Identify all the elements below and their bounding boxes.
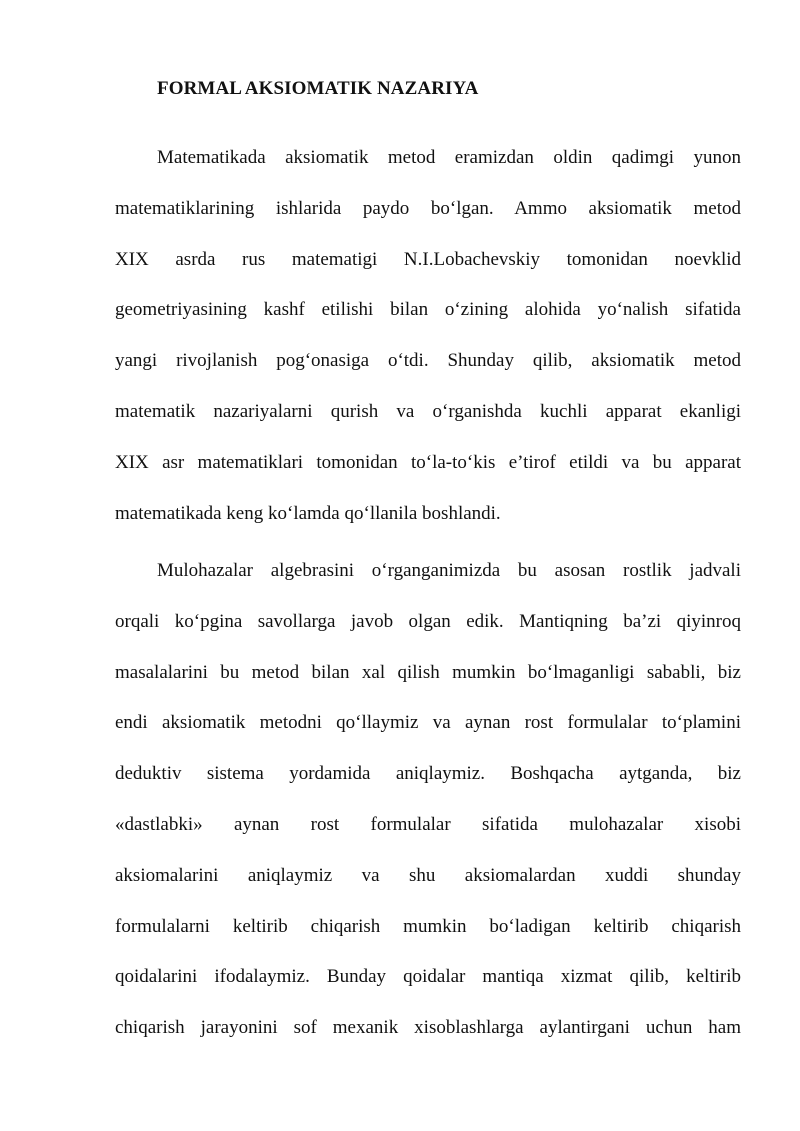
text-line: Matematikada aksiomatik metod eramizdan oldin qadimgi yunon: [157, 147, 741, 168]
text-line: qoidalarini ifodalaymiz. Bunday qoidalar mantiqa xizmat qilib, keltirib: [115, 966, 741, 988]
text-line: matematik nazariyalarni qurish va o‘rganishda kuchli apparat ekanligi: [115, 400, 741, 422]
text-line: matematiklarining ishlarida paydo bo‘lgan. Ammo aksiomatik metod: [115, 197, 741, 219]
text-line: orqali ko‘pgina savollarga javob olgan edik. Mantiqning ba’zi qiyinroq: [115, 610, 741, 632]
text-line: XIX asrda rus matematigi N.I.Lobachevskiy tomonidan noevklid: [115, 248, 741, 270]
text-line: formulalarni keltirib chiqarish mumkin bo‘ladigan keltirib chiqarish: [115, 915, 741, 937]
text-line: endi aksiomatik metodni qo‘llaymiz va aynan rost formulalar to‘plamini: [115, 712, 741, 734]
text-line: matematikada keng ko‘lamda qo‘llanila boshlandi.: [115, 502, 501, 524]
text-line: masalalarini bu metod bilan xal qilish mumkin bo‘lmaganligi sababli, biz: [115, 661, 741, 683]
text-line: chiqarish jarayonini sof mexanik xisoblashlarga aylantirgani uchun ham: [115, 1017, 741, 1039]
text-line: yangi rivojlanish pog‘onasiga o‘tdi. Shunday qilib, aksiomatik metod: [115, 350, 741, 372]
text-line: geometriyasining kashf etilishi bilan o‘zining alohida yo‘nalish sifatida: [115, 299, 741, 321]
paragraph-1: [115, 146, 741, 552]
text-line: deduktiv sistema yordamida aniqlaymiz. Boshqacha aytganda, biz: [115, 763, 741, 785]
text-line: Mulohazalar algebrasini o‘rganganimizda bu asosan rostlik jadvali: [157, 560, 741, 581]
text-line: «dastlabki» aynan rost formulalar sifatida mulohazalar xisobi: [115, 813, 741, 835]
text-line: XIX asr matematiklari tomonidan to‘la-to‘kis e’tirof etildi va bu apparat: [115, 451, 741, 473]
paragraph-2: [115, 559, 741, 1067]
document-title: FORMAL AKSIOMATIK NAZARIYA: [157, 78, 479, 99]
text-line: aksiomalarini aniqlaymiz va shu aksiomalardan xuddi shunday: [115, 864, 741, 886]
